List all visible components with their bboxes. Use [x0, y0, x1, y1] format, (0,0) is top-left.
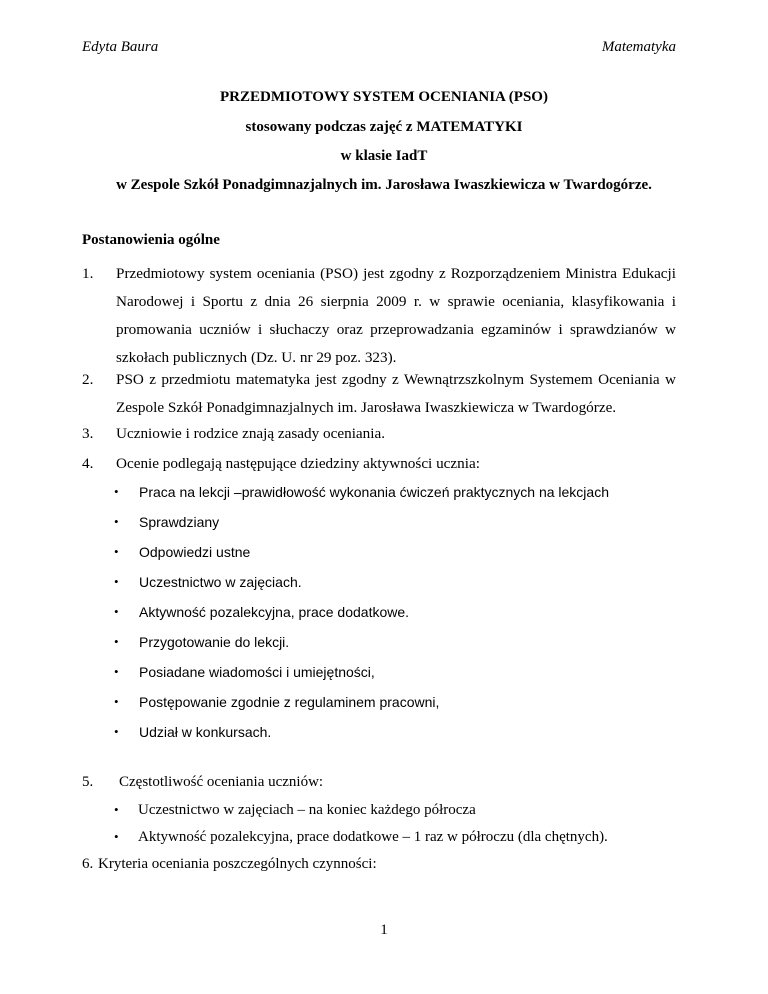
list-item-text: PSO z przedmiotu matematyka jest zgodny z Wewnątrzszkolnym Systemem Oceniania w Zespole Szkół Ponadgimnazjalnych im. Jarosława Iwaszkiewicza w Twardogórze. [116, 371, 676, 416]
list-item-text: Kryteria oceniania poszczególnych czynności: [98, 856, 377, 872]
list-item-number: 6. [82, 856, 94, 872]
list-item [82, 366, 676, 422]
page-number: 1 [380, 922, 388, 938]
document-subtitle: stosowany podczas zajęć z MATEMATYKI [245, 119, 523, 135]
bullet-text: Postępowanie zgodnie z regulaminem pracowni, [139, 694, 440, 710]
bullet-text: Odpowiedzi ustne [139, 544, 251, 560]
list-item-number: 5. [82, 774, 94, 790]
bullet-icon: • [114, 634, 119, 649]
bullet-icon: • [114, 514, 119, 529]
bullet-text: Udział w konkursach. [139, 724, 272, 740]
list-item-text: Uczniowie i rodzice znają zasady oceniania. [116, 425, 386, 442]
list-item-number: 3. [82, 425, 94, 442]
list-item-text: Częstotliwość oceniania uczniów: [119, 774, 324, 790]
section-heading: Postanowienia ogólne [82, 232, 220, 248]
bullet-icon: • [114, 604, 119, 619]
list-item-number: 2. [82, 371, 94, 388]
list-item-number: 4. [82, 455, 94, 472]
bullet-icon: • [114, 574, 119, 589]
bullet-text: Sprawdziany [139, 514, 220, 530]
list-item [82, 260, 676, 372]
document-school: w Zespole Szkół Ponadgimnazjalnych im. Jarosława Iwaszkiewicza w Twardogórze. [116, 177, 652, 193]
bullet-icon: • [114, 802, 119, 817]
document-class: w klasie IadT [340, 148, 428, 164]
list-item-number: 1. [82, 265, 94, 282]
header-author: Edyta Baura [82, 39, 159, 55]
bullet-text: Przygotowanie do lekcji. [139, 634, 290, 650]
list-item-text: Przedmiotowy system oceniania (PSO) jest zgodny z Rozporządzeniem Ministra Edukacji Narodowej i Sportu z dnia 26 sierpnia 2009 r. w sprawie oceniania, klasyfikowania i promowania uczniów i słuchaczy oraz przeprowadzania egzaminów i sprawdzianów w szkołach publicznych (Dz. U. nr 29 poz. 323). [116, 265, 676, 366]
list-item [82, 450, 676, 478]
bullet-text: Posiadane wiadomości i umiejętności, [139, 664, 375, 680]
bullet-text: Aktywność pozalekcyjna, prace dodatkowe. [139, 604, 410, 620]
header-subject: Matematyka [601, 39, 676, 55]
bullet-text: Aktywność pozalekcyjna, prace dodatkowe – 1 raz w półroczu (dla chętnych). [138, 829, 608, 845]
bullet-icon: • [114, 829, 119, 844]
bullet-icon: • [114, 724, 119, 739]
bullet-icon: • [114, 484, 119, 499]
document-title: PRZEDMIOTOWY SYSTEM OCENIANIA (PSO) [220, 89, 548, 105]
bullet-text: Praca na lekcji –prawidłowość wykonania ćwiczeń praktycznych na lekcjach [139, 484, 609, 500]
bullet-icon: • [114, 694, 119, 709]
bullet-text: Uczestnictwo w zajęciach – na koniec każdego półrocza [138, 802, 476, 818]
list-item-text: Ocenie podlegają następujące dziedziny aktywności ucznia: [116, 455, 480, 472]
bullet-text: Uczestnictwo w zajęciach. [139, 574, 302, 590]
bullet-icon: • [114, 544, 119, 559]
bullet-icon: • [114, 664, 119, 679]
list-item [82, 420, 676, 448]
